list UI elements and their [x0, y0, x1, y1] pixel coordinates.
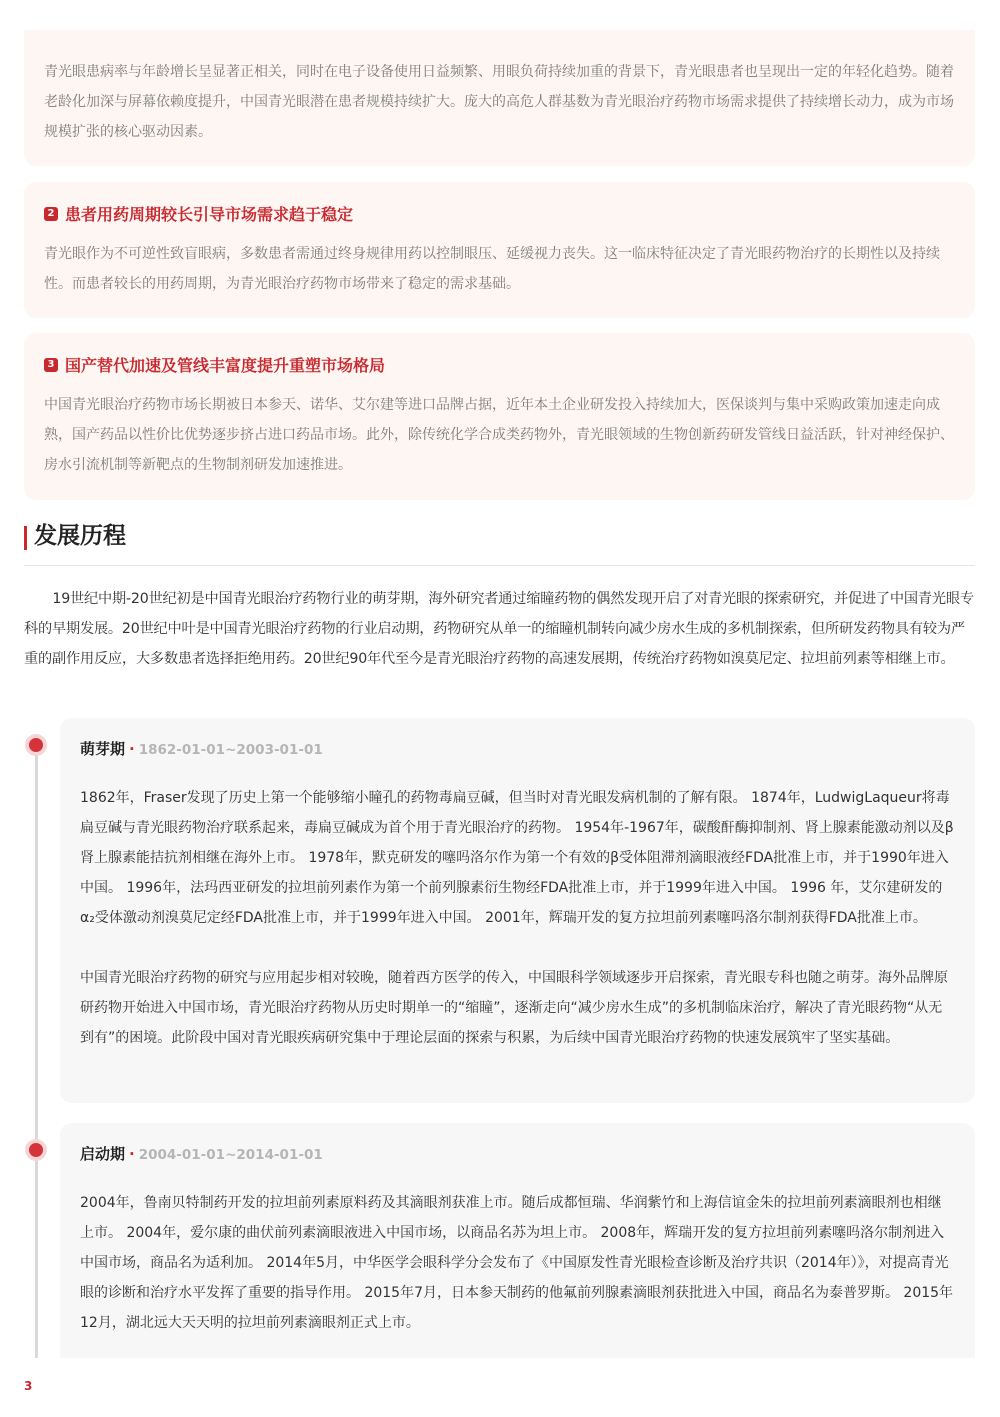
- phase-name: 萌芽期: [80, 740, 126, 758]
- phase-paragraph-1: 1862年，Fraser发现了历史上第一个能够缩小瞳孔的药物毒扁豆碱，但当时对青光眼发病机制的了解有限。 1874年，LudwigLaqueur将毒扁豆碱与青光眼药物治疗联系起来，毒扁豆碱成为首个用于青光眼治疗的药物。 1954年-1967年，碳酸酐酶抑制剂、肾上腺素能激动剂以及β肾上腺素能拮抗剂相继在海外上市。 1978年，默克研发的噻吗洛尔作为第一个有效的β受体阻滞剂滴眼液经FDA批准上市，并于1990年进入中国。 1996年，法玛西亚研发的拉坦前列素作为第一个前列腺素衍生物经FDA批准上市，并于1999年进入中国。 1996 年，艾尔建研发的α₂受体激动剂溴莫尼定经FDA批准上市，并于1999年进入中国。 2001年，辉瑞开发的复方拉坦前列素噻吗洛尔制剂获得FDA批准上市。: [80, 790, 954, 926]
- section-header: [24, 519, 975, 566]
- phase-paragraph-1: 2004年，鲁南贝特制药开发的拉坦前列素原料药及其滴眼剂获准上市。随后成都恒瑞、华润紫竹和上海信谊金朱的拉坦前列素滴眼剂也相继上市。 2004年，爱尔康的曲伏前列素滴眼液进入中国市场，以商品名苏为坦上市。 2008年，辉瑞开发的复方拉坦前列素噻吗洛尔制剂进入中国市场，商品名为适利加。 2014年5月，中华医学会眼科学分会发布了《中国原发性青光眼检查诊断及治疗共识（2014年）》，对提高青光眼的诊断和治疗水平发挥了重要的指导作用。 2015年7月，日本参天制药的他氟前列腺素滴眼剂获批进入中国，商品名为泰普罗斯。 2015年12月，湖北远大天天明的拉坦前列素滴眼剂正式上市。: [80, 1195, 954, 1331]
- factor-card-1: [24, 30, 975, 166]
- phase-paragraph-2: 中国青光眼治疗药物的研究与应用起步相对较晚，随着西方医学的传入，中国眼科学领域逐步开启探索，青光眼专科也随之萌芽。海外品牌原研药物开始进入中国市场，青光眼治疗药物从历史时期单一的“缩瞳”，逐渐走向“减少房水生成”的多机制临床治疗，解决了青光眼药物“从无到有”的困境。此阶段中国对青光眼疾病研究集中于理论层面的探索与积累，为后续中国青光眼治疗药物的快速发展筑牢了坚实基础。: [80, 970, 948, 1046]
- intro-paragraph: 19世纪中期-20世纪初是中国青光眼治疗药物行业的萌芽期，海外研究者通过缩瞳药物的偶然发现开启了对青光眼的探索研究，并促进了中国青光眼专科的早期发展。20世纪中叶是中国青光眼治疗药物的行业启动期，药物研究从单一的缩瞳机制转向减少房水生成的多机制探索，但所研发药物具有较为严重的副作用反应，大多数患者选择拒绝用药。20世纪90年代至今是青光眼治疗药物的高速发展期，传统治疗药物如溴莫尼定、拉坦前列素等相继上市。: [24, 591, 974, 667]
- factor-card-1-body: 青光眼患病率与年龄增长呈显著正相关，同时在电子设备使用日益频繁、用眼负荷持续加重的背景下，青光眼患者也呈现出一定的年轻化趋势。随着老龄化加深与屏幕依赖度提升，中国青光眼潜在患者规模持续扩大。庞大的高危人群基数为青光眼治疗药物市场需求提供了持续增长动力，成为市场规模扩张的核心驱动因素。: [44, 64, 954, 140]
- page-number: 3: [24, 1379, 33, 1393]
- factor-card-3: [24, 333, 975, 500]
- phase-separator: ·: [129, 740, 135, 758]
- timeline-dot-1: [29, 738, 43, 752]
- number-badge: 2: [44, 207, 58, 221]
- timeline-dot-2: [29, 1143, 43, 1157]
- phase-card-germination: [60, 718, 975, 1103]
- phase-date-range: 2004-01-01~2014-01-01: [138, 1147, 323, 1163]
- factor-card-2-title: [44, 202, 353, 225]
- factor-card-3-title-text: 国产替代加速及管线丰富度提升重塑市场格局: [65, 356, 386, 375]
- factor-card-2-title-text: 患者用药周期较长引导市场需求趋于稳定: [65, 205, 354, 224]
- phase-separator: ·: [129, 1145, 135, 1163]
- section-title: 发展历程: [34, 523, 126, 549]
- timeline-line: [35, 745, 38, 1358]
- section-accent-bar: [24, 526, 27, 550]
- phase-date-range: 1862-01-01~2003-01-01: [138, 742, 323, 758]
- factor-card-2: [24, 182, 975, 318]
- phase-header: [80, 738, 323, 759]
- factor-card-3-body: 中国青光眼治疗药物市场长期被日本参天、诺华、艾尔建等进口品牌占据，近年本土企业研发投入持续加大，医保谈判与集中采购政策加速走向成熟，国产药品以性价比优势逐步挤占进口药品市场。此外，除传统化学合成类药物外，青光眼领域的生物创新药研发管线日益活跃，针对神经保护、房水引流机制等新靶点的生物制剂研发加速推进。: [44, 397, 954, 473]
- number-badge: 3: [44, 358, 58, 372]
- factor-card-2-body: 青光眼作为不可逆性致盲眼病，多数患者需通过终身规律用药以控制眼压、延缓视力丧失。这一临床特征决定了青光眼药物治疗的长期性以及持续性。而患者较长的用药周期，为青光眼治疗药物市场带来了稳定的需求基础。: [44, 246, 940, 292]
- phase-header: [80, 1143, 323, 1164]
- phase-name: 启动期: [80, 1145, 126, 1163]
- phase-card-launch: [60, 1123, 975, 1358]
- factor-card-3-title: [44, 353, 385, 376]
